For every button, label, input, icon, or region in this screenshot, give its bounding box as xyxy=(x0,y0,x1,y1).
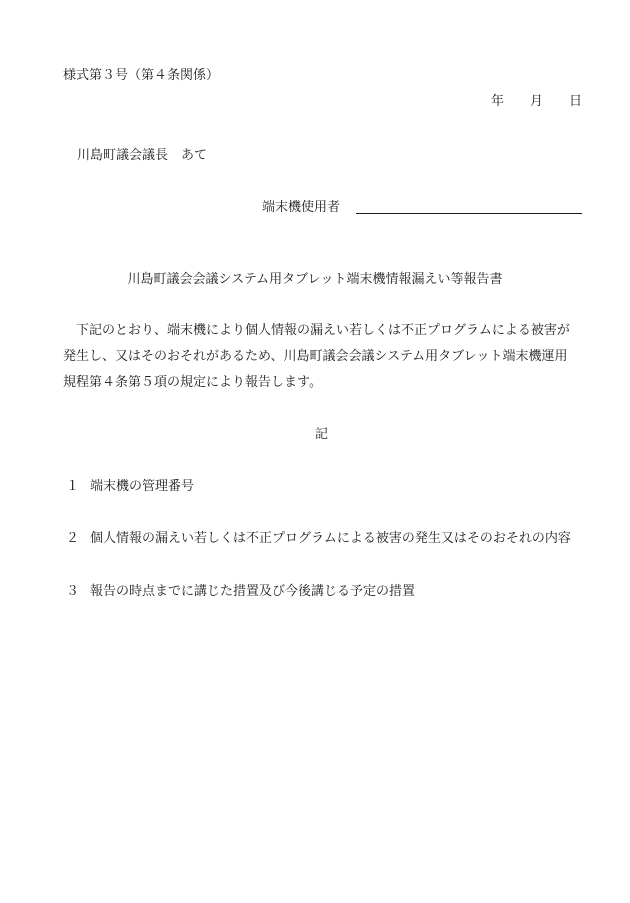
list-item xyxy=(66,480,194,493)
item-number: ２ xyxy=(66,531,80,546)
date-line xyxy=(491,95,582,108)
date-day-label: 日 xyxy=(568,94,582,109)
date-month-label: 月 xyxy=(529,94,543,109)
item-text: 端末機の管理番号 xyxy=(90,479,195,494)
body-line: 下記のとおり、端末機により個人情報の漏えい若しくは不正プログラムによる被害が xyxy=(63,323,570,338)
body-paragraph xyxy=(63,318,585,396)
body-line: 規程第４条第５項の規定により報告します。 xyxy=(63,375,322,390)
item-text: 個人情報の漏えい若しくは不正プログラムによる被害の発生又はそのおそれの内容 xyxy=(90,531,571,546)
list-item xyxy=(66,585,415,598)
document-title: 川島町議会会議システム用タブレット端末機情報漏えい等報告書 xyxy=(127,272,503,287)
date-year-label: 年 xyxy=(490,94,504,109)
item-number: １ xyxy=(66,479,80,494)
body-line: 発生し、又はそのおそれがあるため、川島町議会会議システム用タブレット端末機運用 xyxy=(63,349,568,364)
addressee: 川島町議会議長 あて xyxy=(77,148,208,163)
signature-line xyxy=(356,213,582,214)
list-item xyxy=(66,532,571,545)
form-number: 様式第３号（第４条関係） xyxy=(63,68,220,83)
ki-heading: 記 xyxy=(314,427,328,442)
terminal-user-label: 端末機使用者 xyxy=(262,200,341,215)
item-text: 報告の時点までに講じた措置及び今後講じる予定の措置 xyxy=(90,584,416,599)
item-number: ３ xyxy=(66,584,80,599)
